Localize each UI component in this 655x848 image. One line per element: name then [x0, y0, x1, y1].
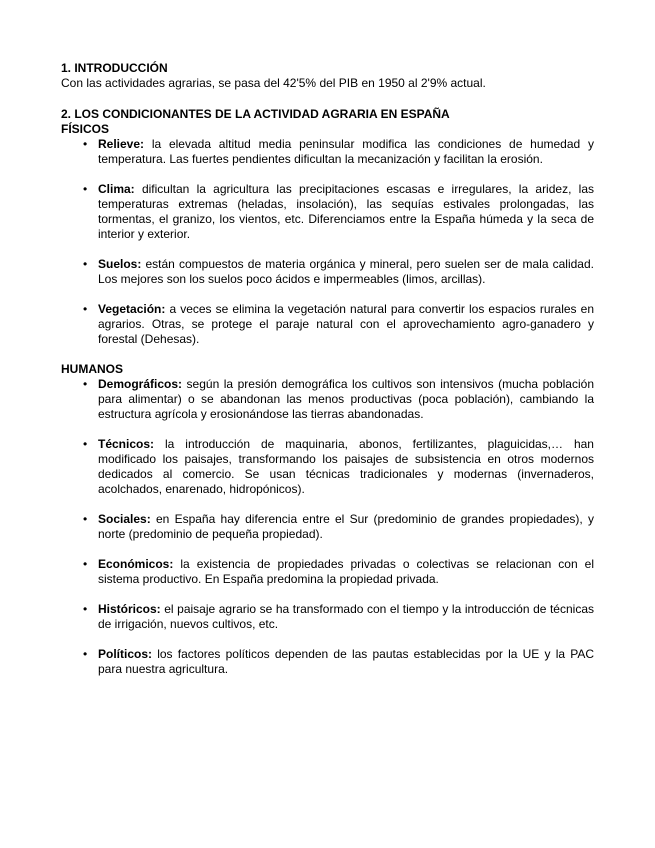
item-text: los factores políticos dependen de las pautas establecidas por la UE y la PAC para nuestra agricultura.: [98, 647, 594, 676]
bullet-icon: •: [83, 602, 88, 616]
item-term: Demográficos:: [98, 377, 183, 391]
bullet-icon: •: [83, 647, 88, 661]
item-term: Suelos:: [98, 257, 142, 271]
item-term: Económicos:: [98, 557, 174, 571]
list-item: [61, 602, 594, 632]
bullet-icon: •: [83, 557, 88, 571]
list-item: [61, 647, 594, 677]
item-term: Técnicos:: [98, 437, 155, 451]
bullet-icon: •: [83, 512, 88, 526]
bullet-icon: •: [83, 377, 88, 391]
item-text: a veces se elimina la vegetación natural para convertir los espacios rurales en agrarios. Otras, se protege el paraje natural con el aprovechamiento agro-ganadero y forestal (Dehesas).: [98, 302, 594, 346]
list-item: [61, 182, 594, 242]
list-item: [61, 557, 594, 587]
item-text: están compuestos de materia orgánica y mineral, pero suelen ser de mala calidad. Los mejores son los suelos poco ácidos e impermeables (limos, arcillas).: [98, 257, 594, 286]
list-item: [61, 137, 594, 167]
item-text: el paisaje agrario se ha transformado con el tiempo y la introducción de técnicas de irrigación, nuevos cultivos, etc.: [98, 602, 594, 631]
bullet-icon: •: [83, 137, 88, 151]
item-term: Clima:: [98, 182, 135, 196]
item-text: según la presión demográfica los cultivos son intensivos (mucha población para alimentar) o se abandonan las menos productivas (poca población), cambiando la estructura agrícola y erosionándose las tierras abandonadas.: [98, 377, 594, 421]
spacer: [61, 91, 594, 107]
item-term: Vegetación:: [98, 302, 166, 316]
document-page: [61, 61, 594, 692]
item-text: la existencia de propiedades privadas o colectivas se relacionan con el sistema productivo. En España predomina la propiedad privada.: [98, 557, 594, 586]
humanos-list: [61, 377, 594, 677]
item-term: Políticos:: [98, 647, 153, 661]
item-term: Relieve:: [98, 137, 145, 151]
bullet-icon: •: [83, 437, 88, 451]
intro-paragraph: Con las actividades agrarias, se pasa del 42'5% del PIB en 1950 al 2'9% actual.: [61, 76, 486, 90]
list-item: [61, 377, 594, 422]
item-text: en España hay diferencia entre el Sur (predominio de grandes propiedades), y norte (predominio de pequeña propiedad).: [98, 512, 594, 541]
bullet-icon: •: [83, 302, 88, 316]
item-text: la introducción de maquinaria, abonos, fertilizantes, plaguicidas,… han modificado los paisajes, transformando los paisajes de subsistencia en otros modernos dedicados al comercio. Se usan técnicas tradicionales y modernas (invernaderos, acolchados, enarenado, hidropónicos).: [98, 437, 594, 496]
fisicos-list: [61, 137, 594, 347]
bullet-icon: •: [83, 182, 88, 196]
subheading-humanos: HUMANOS: [61, 362, 123, 376]
item-text: dificultan la agricultura las precipitaciones escasas e irregulares, la aridez, las temperaturas extremas (heladas, insolación), las sequías estivales prolongadas, las tormentas, el granizo, los vientos, etc. Diferenciamos entre la España húmeda y la seca de interior y exterior.: [98, 182, 594, 241]
list-item: [61, 302, 594, 347]
item-term: Sociales:: [98, 512, 151, 526]
list-item: [61, 512, 594, 542]
subheading-fisicos: FÍSICOS: [61, 122, 110, 136]
item-text: la elevada altitud media peninsular modifica las condiciones de humedad y temperatura. Las fuertes pendientes dificultan la mecanización y facilitan la erosión.: [98, 137, 594, 166]
section-heading-introduccion: 1. INTRODUCCIÓN: [61, 61, 168, 75]
list-item: [61, 257, 594, 287]
list-item: [61, 437, 594, 497]
bullet-icon: •: [83, 257, 88, 271]
section-heading-condicionantes: 2. LOS CONDICIONANTES DE LA ACTIVIDAD AGRARIA EN ESPAÑA: [61, 107, 450, 121]
item-term: Históricos:: [98, 602, 161, 616]
